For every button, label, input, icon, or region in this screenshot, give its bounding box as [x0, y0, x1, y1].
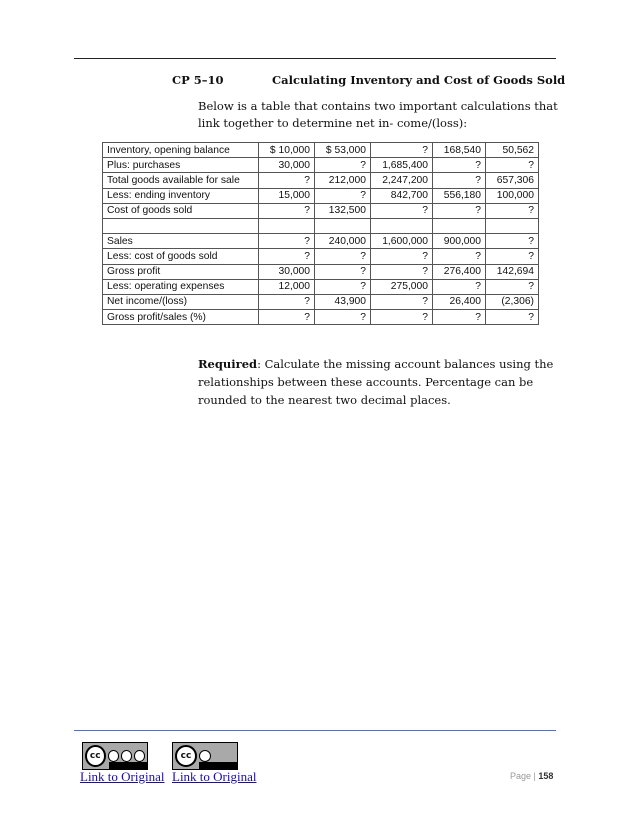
cell-c3: ? [371, 143, 433, 158]
cell-c1: ? [259, 249, 315, 264]
cell-c2: ? [315, 158, 371, 173]
header-rule [74, 58, 556, 59]
problem-number: CP 5–10 [172, 73, 224, 87]
cell-c3: ? [371, 310, 433, 325]
badge-caption-bar [109, 762, 147, 769]
table-row [103, 158, 539, 173]
row-label [103, 218, 259, 233]
attribution-icon [199, 750, 211, 762]
table-row [103, 188, 539, 203]
cell-c3: ? [371, 264, 433, 279]
required-paragraph [198, 355, 560, 409]
page-number [510, 771, 553, 781]
cell-c3: 1,685,400 [371, 158, 433, 173]
row-label: Net income/(loss) [103, 294, 259, 309]
cell-c3: ? [371, 203, 433, 218]
cell-c5: ? [486, 203, 539, 218]
cc-by-badge [172, 742, 238, 770]
table-row [103, 218, 539, 233]
link-to-original-1[interactable]: Link to Original [80, 769, 165, 784]
cell-c5: (2,306) [486, 294, 539, 309]
cell-c4: 168,540 [433, 143, 486, 158]
cell-c2: 132,500 [315, 203, 371, 218]
cell-c5: ? [486, 249, 539, 264]
cell-c1: $ 10,000 [259, 143, 315, 158]
cell-c2: ? [315, 264, 371, 279]
row-label: Total goods available for sale [103, 173, 259, 188]
cell-c2: ? [315, 249, 371, 264]
cell-c5: 50,562 [486, 143, 539, 158]
share-alike-icon [134, 750, 145, 762]
attribution-icon [108, 750, 119, 762]
cell-c1: 12,000 [259, 279, 315, 294]
cell-c3: ? [371, 249, 433, 264]
cc-icon: cc [85, 745, 106, 767]
cell-c1: ? [259, 294, 315, 309]
cell-c5: ? [486, 158, 539, 173]
row-label: Gross profit/sales (%) [103, 310, 259, 325]
cell-c3: 275,000 [371, 279, 433, 294]
cell-c4: 26,400 [433, 294, 486, 309]
cell-c2: 240,000 [315, 234, 371, 249]
cell-c1: ? [259, 203, 315, 218]
link-to-original-2[interactable]: Link to Original [172, 769, 257, 784]
cell-c4: ? [433, 249, 486, 264]
cell-c3 [371, 218, 433, 233]
cell-c4: 556,180 [433, 188, 486, 203]
cell-c2: ? [315, 279, 371, 294]
row-label: Inventory, opening balance [103, 143, 259, 158]
inventory-table [102, 142, 539, 325]
required-text: : Calculate the missing account balances using the relationships between these accounts. Percentage can be rounded to the nearest two decimal places. [198, 357, 554, 407]
row-label: Plus: purchases [103, 158, 259, 173]
badge-caption-bar [199, 762, 237, 769]
cell-c5: 142,694 [486, 264, 539, 279]
table-row [103, 294, 539, 309]
cell-c4: ? [433, 173, 486, 188]
table-row [103, 203, 539, 218]
cell-c1: 30,000 [259, 264, 315, 279]
cell-c4: 276,400 [433, 264, 486, 279]
table-row [103, 279, 539, 294]
cell-c1: ? [259, 234, 315, 249]
table-row [103, 234, 539, 249]
cell-c2 [315, 218, 371, 233]
row-label: Gross profit [103, 264, 259, 279]
cell-c1: ? [259, 310, 315, 325]
cell-c4: ? [433, 310, 486, 325]
cell-c5: ? [486, 279, 539, 294]
cell-c2: $ 53,000 [315, 143, 371, 158]
cell-c1: 30,000 [259, 158, 315, 173]
table-row [103, 143, 539, 158]
page-number-value: 158 [538, 771, 554, 781]
cell-c1 [259, 218, 315, 233]
table-row [103, 249, 539, 264]
row-label: Sales [103, 234, 259, 249]
cell-c3: 1,600,000 [371, 234, 433, 249]
row-label: Less: cost of goods sold [103, 249, 259, 264]
table-row [103, 310, 539, 325]
cc-icon: cc [175, 745, 197, 767]
cell-c3: 2,247,200 [371, 173, 433, 188]
cell-c1: 15,000 [259, 188, 315, 203]
required-label: Required [198, 357, 258, 371]
problem-title: Calculating Inventory and Cost of Goods Sold [272, 73, 566, 87]
cell-c4: ? [433, 279, 486, 294]
footer-rule [74, 730, 556, 731]
cell-c4 [433, 218, 486, 233]
cell-c5: ? [486, 234, 539, 249]
intro-paragraph: Below is a table that contains two important calculations that link together to determine net in- come/(loss): [198, 99, 558, 130]
cc-by-nc-sa-badge [82, 742, 148, 770]
cell-c1: ? [259, 173, 315, 188]
table-row [103, 173, 539, 188]
cell-c3: ? [371, 294, 433, 309]
row-label: Cost of goods sold [103, 203, 259, 218]
cell-c5: ? [486, 310, 539, 325]
noncommercial-icon [121, 750, 132, 762]
cell-c2: ? [315, 310, 371, 325]
cell-c5: 657,306 [486, 173, 539, 188]
row-label: Less: ending inventory [103, 188, 259, 203]
cell-c4: ? [433, 158, 486, 173]
row-label: Less: operating expenses [103, 279, 259, 294]
cell-c2: 212,000 [315, 173, 371, 188]
cell-c4: 900,000 [433, 234, 486, 249]
cell-c2: ? [315, 188, 371, 203]
cell-c2: 43,900 [315, 294, 371, 309]
page-label: Page | [510, 771, 536, 781]
cell-c5: 100,000 [486, 188, 539, 203]
cell-c4: ? [433, 203, 486, 218]
cell-c3: 842,700 [371, 188, 433, 203]
table-row [103, 264, 539, 279]
cell-c5 [486, 218, 539, 233]
